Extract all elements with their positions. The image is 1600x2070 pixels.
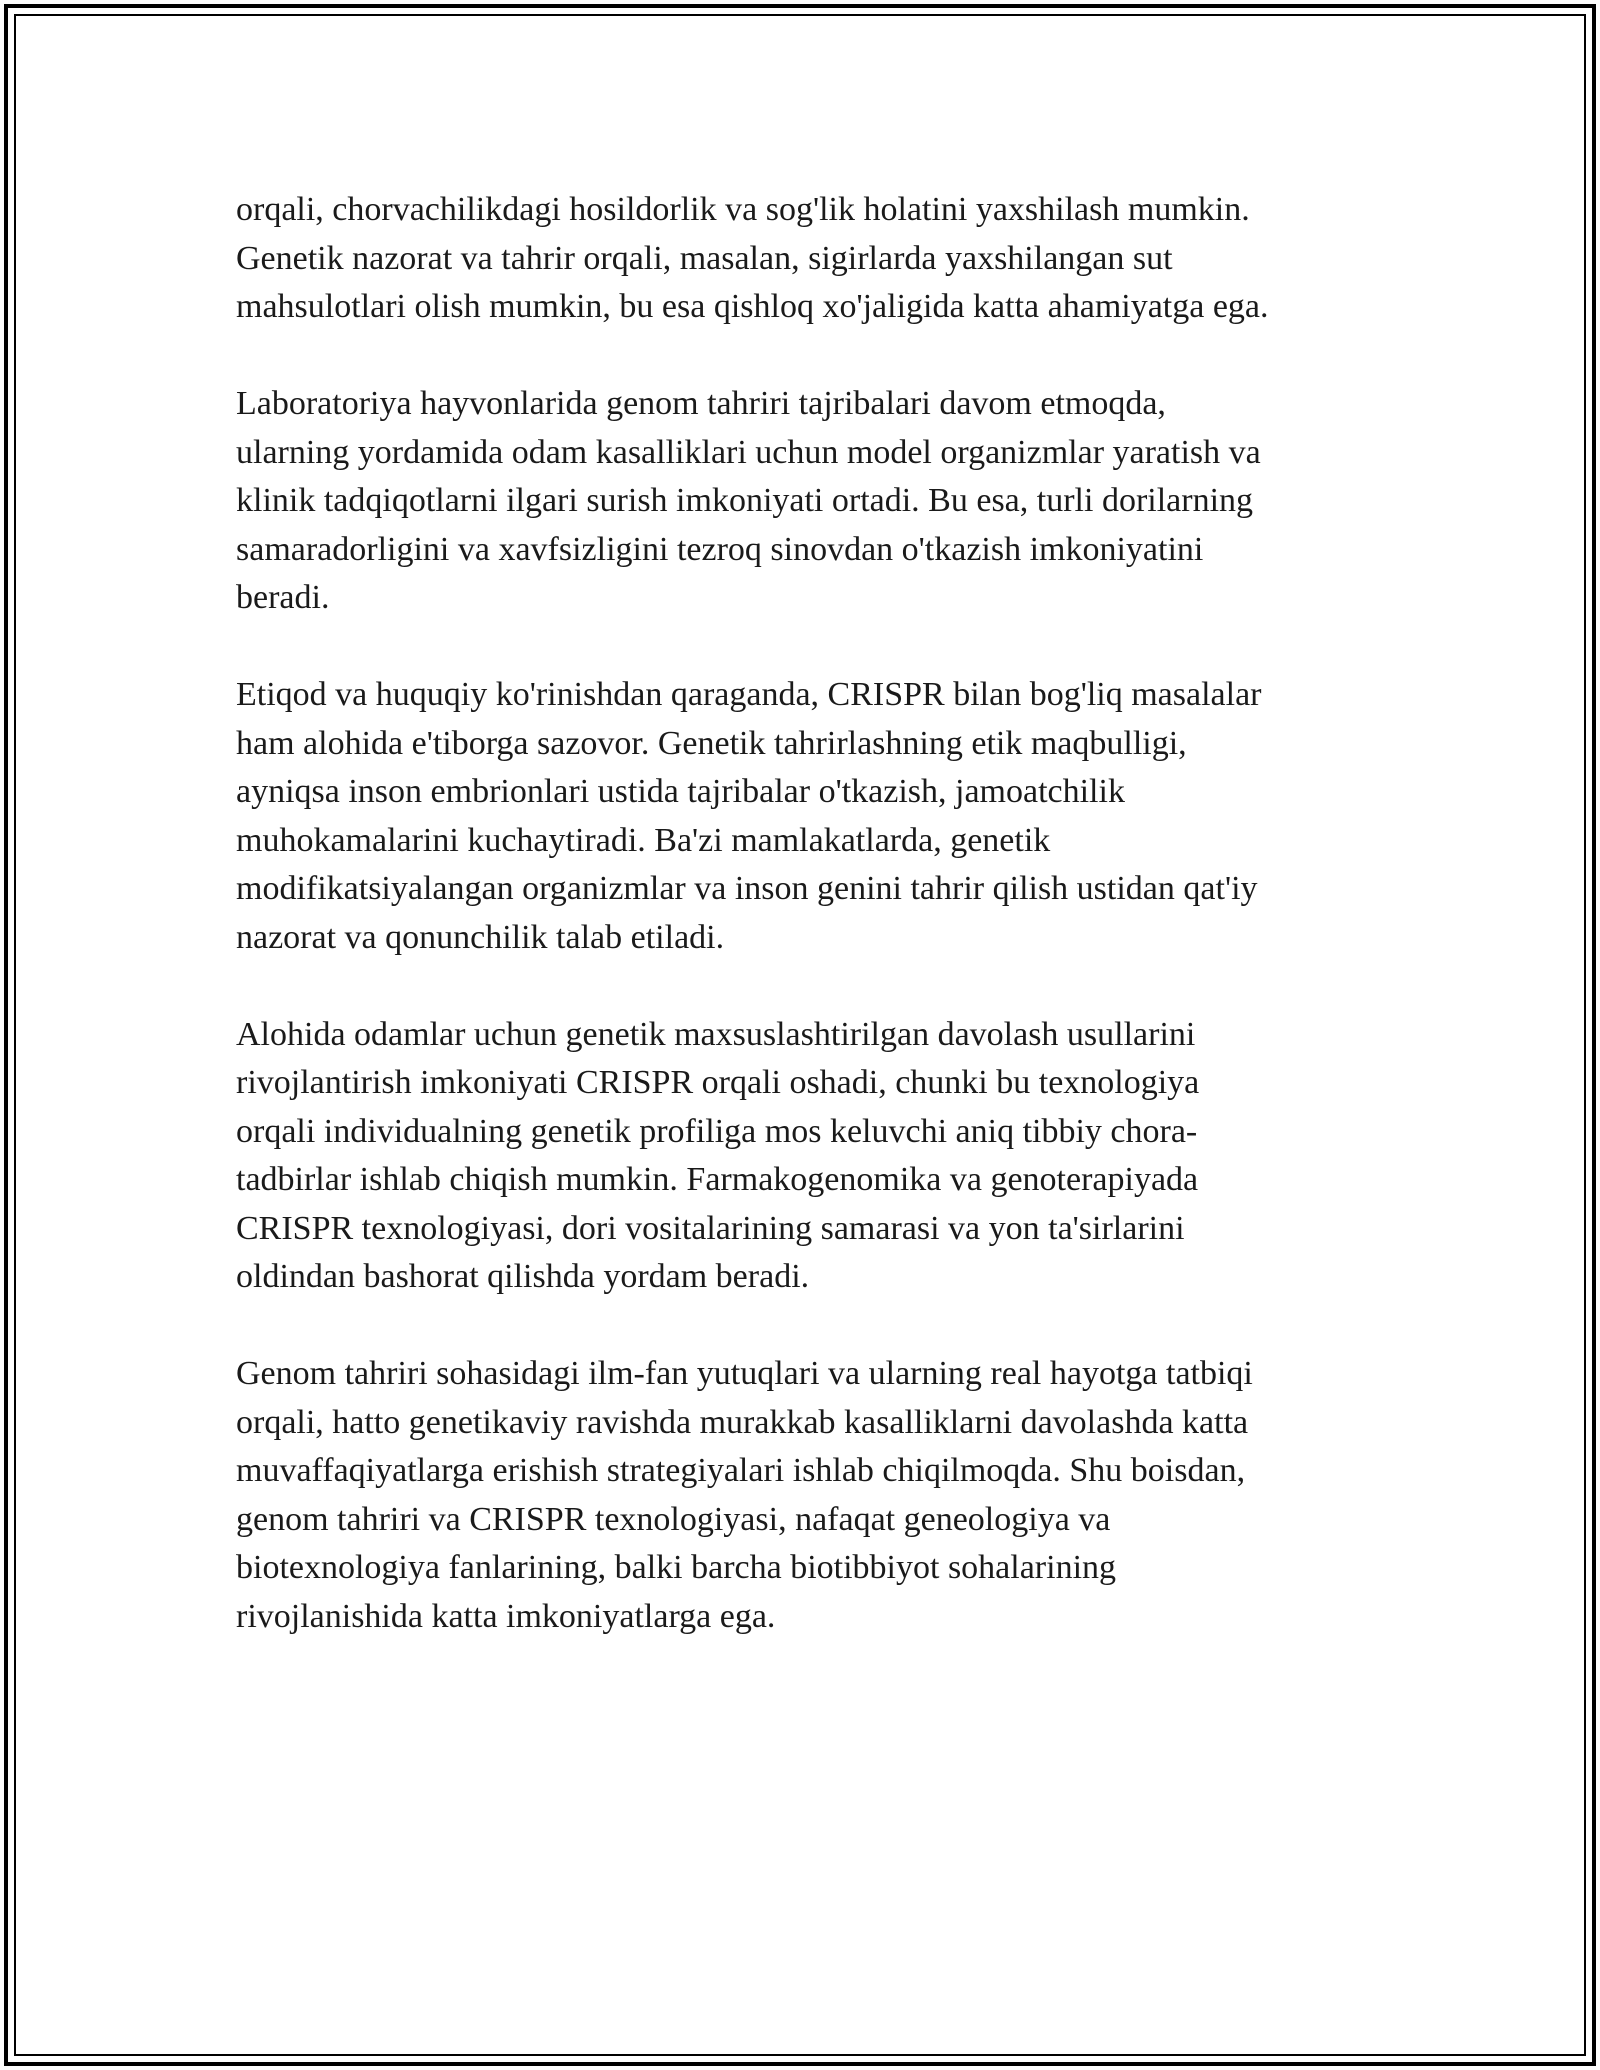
paragraph-livestock: orqali, chorvachilikdagi hosildorlik va sog'lik holatini yaxshilash mumkin. Genetik nazorat va tahrir orqali, masalan, sigirlarda yaxshilangan sut mahsulotlari olish mumkin, bu esa qishloq xo'jaligida katta ahamiyatga ega. [236, 191, 1269, 325]
paragraph-personalized-treatment: Alohida odamlar uchun genetik maxsuslashtirilgan davolash usullarini rivojlantirish imkoniyati CRISPR orqali oshadi, chunki bu texnologiya orqali individualning genetik profiliga mos keluvchi aniq tibbiy chora- tadbirlar ishlab chiqish mumkin. Farmakogenomika va genoterapiyada CRISPR texnologiyasi, dori vositalarining samarasi va yon ta'sirlarini oldindan bashorat qilishda yordam beradi. [236, 1015, 1200, 1295]
paragraph-laboratory-animals: Laboratoriya hayvonlarida genom tahriri tajribalari davom etmoqda, ularning yordamida odam kasalliklari uchun model organizmlar yaratish va klinik tadqiqotlarni ilgari surish imkoniyati ortadi. Bu esa, turli dorilarning samaradorligini va xavfsizligini tezroq sinovdan o'tkazish imkoniyatini beradi. [236, 385, 1261, 616]
document-body [236, 186, 1366, 1690]
paragraph-conclusion: Genom tahriri sohasidagi ilm-fan yutuqlari va ularning real hayotga tatbiqi orqali, hatto genetikaviy ravishda murakkab kasalliklarni davolashda katta muvaffaqiyatlarga erishish strategiyalari ishlab chiqilmoqda. Shu boisdan, genom tahriri va CRISPR texnologiyasi, nafaqat geneologiya va biotexnologiya fanlarining, balki barcha biotibbiyot sohalarining rivojlanishida katta imkoniyatlarga ega. [236, 1355, 1253, 1635]
paragraph-ethics-law: Etiqod va huquqiy ko'rinishdan qaraganda, CRISPR bilan bog'liq masalalar ham alohida e'tiborga sazovor. Genetik tahrirlashning etik maqbulligi, ayniqsa inson embrionlari ustida tajribalar o'tkazish, jamoatchilik muhokamalarini kuchaytiradi. Ba'zi mamlakatlarda, genetik modifikatsiyalangan organizmlar va inson genini tahrir qilish ustidan qat'iy nazorat va qonunchilik talab etiladi. [236, 676, 1262, 956]
